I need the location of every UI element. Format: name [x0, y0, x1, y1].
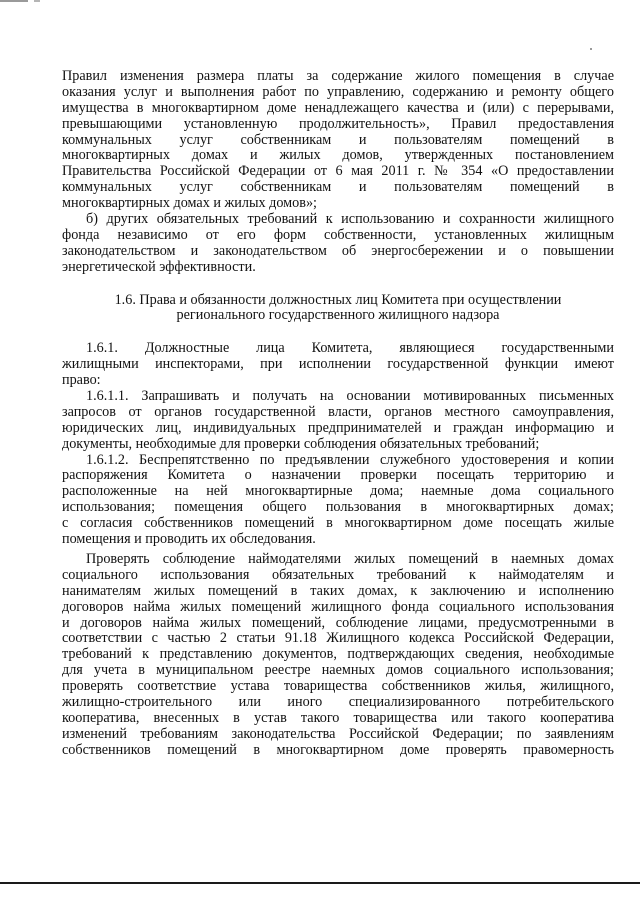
text-line: 1.6.1.2. Беспрепятственно по предъявлении служебного удостоверения и копии: [86, 452, 614, 468]
bottom-scan-edge: [0, 882, 640, 884]
text-line: помещения и проводить их обследования.: [62, 532, 316, 548]
text-line: документы, необходимые для проверки соблюдения обязательных требований;: [62, 436, 540, 452]
text-line: социального использования обязательных требований к наймодателям и: [62, 567, 614, 583]
text-line: превышающими установленную продолжительность», Правил предоставления: [62, 116, 614, 132]
scan-artifact: [0, 0, 28, 2]
paragraph: [62, 552, 614, 759]
text-line: проверять соответствие устава товарищества собственников жилья, жилищного,: [62, 679, 614, 695]
text-line: право:: [62, 373, 101, 389]
text-line: распоряжения Комитета о назначении проверки посещать территорию и: [62, 468, 614, 484]
section-heading: [62, 293, 614, 325]
text-line: с согласия собственников помещений в многоквартирном доме посещать жилые: [62, 516, 614, 532]
text-line: кооператива, внесенных в устав такого товарищества или такого кооператива: [62, 710, 614, 726]
text-line: Проверять соблюдение наймодателями жилых помещений в наемных домах: [86, 551, 614, 567]
text-line: многоквартирных домах и жилых домов»;: [62, 196, 317, 212]
paragraph: [62, 69, 614, 212]
text-line: расположенные на ней многоквартирные дома; наемные дома социального: [62, 484, 614, 500]
scan-artifact: [590, 48, 592, 50]
paragraph: [62, 341, 614, 389]
text-line: коммунальных услуг собственникам и пользователям помещений в: [62, 132, 614, 148]
text-line: 1.6.1. Должностные лица Комитета, являющиеся государственными: [86, 341, 614, 357]
text-line: энергетической эффективности.: [62, 259, 256, 275]
heading-line: регионального государственного жилищного надзора: [176, 308, 500, 324]
paragraph: [62, 389, 614, 453]
text-line: Правил изменения размера платы за содержание жилого помещения в случае: [62, 69, 614, 84]
text-line: и договоров найма жилых помещений, соблюдение лицами, предусмотренными в: [62, 615, 614, 631]
text-line: собственников помещений в многоквартирном доме проверять правомерность: [62, 742, 614, 758]
text-line: запросов от органов государственной власти, органов местного самоуправления,: [62, 404, 614, 420]
text-line: имущества в многоквартирном доме ненадлежащего качества и (или) с перерывами,: [62, 100, 614, 116]
text-line: 1.6.1.1. Запрашивать и получать на основании мотивированных письменных: [86, 389, 614, 405]
text-line: жилищно-строительного или иного специализированного потребительского: [62, 694, 614, 710]
text-line: законодательством и законодательством об энергосбережении и о повышении: [62, 243, 614, 259]
text-line: использования; помещения общего пользования в многоквартирных домах;: [62, 500, 614, 516]
text-line: многоквартирных домах и жилых домов, утвержденных постановлением: [62, 148, 614, 164]
text-line: Правительства Российской Федерации от 6 мая 2011 г. № 354 «О предоставлении: [62, 164, 614, 180]
paragraph: [62, 453, 614, 548]
text-line: требований к представлению документов, подтверждающих сведения, необходимые: [62, 647, 614, 663]
text-line: оказания услуг и выполнения работ по управлению, содержанию и ремонту общего: [62, 84, 614, 100]
text-line: для учета в муниципальном реестре наемных домов социального использования;: [62, 663, 614, 679]
text-line: договоров найма жилых помещений жилищного фонда социального использования: [62, 599, 614, 615]
text-line: нанимателям жилых помещений в таких домах, к заключению и исполнению: [62, 583, 614, 599]
heading-line: 1.6. Права и обязанности должностных лиц Комитета при осуществлении: [114, 292, 562, 308]
text-line: фонда независимо от его форм собственности, установленных жилищным: [62, 227, 614, 243]
text-line: б) других обязательных требований к использованию и сохранности жилищного: [86, 212, 614, 228]
text-line: коммунальных услуг собственникам и пользователям помещений в: [62, 180, 614, 196]
text-line: соответствии с частью 2 статьи 91.18 Жилищного кодекса Российской Федерации,: [62, 631, 614, 647]
scan-artifact: [34, 0, 40, 2]
text-line: изменений требованиям законодательства Российской Федерации; по заявлениям: [62, 726, 614, 742]
text-line: жилищными инспекторами, при исполнении государственной функции имеют: [62, 357, 614, 373]
paragraph: [62, 212, 614, 276]
document-body: [62, 69, 614, 759]
text-line: юридических лиц, индивидуальных предпринимателей и граждан информацию и: [62, 420, 614, 436]
